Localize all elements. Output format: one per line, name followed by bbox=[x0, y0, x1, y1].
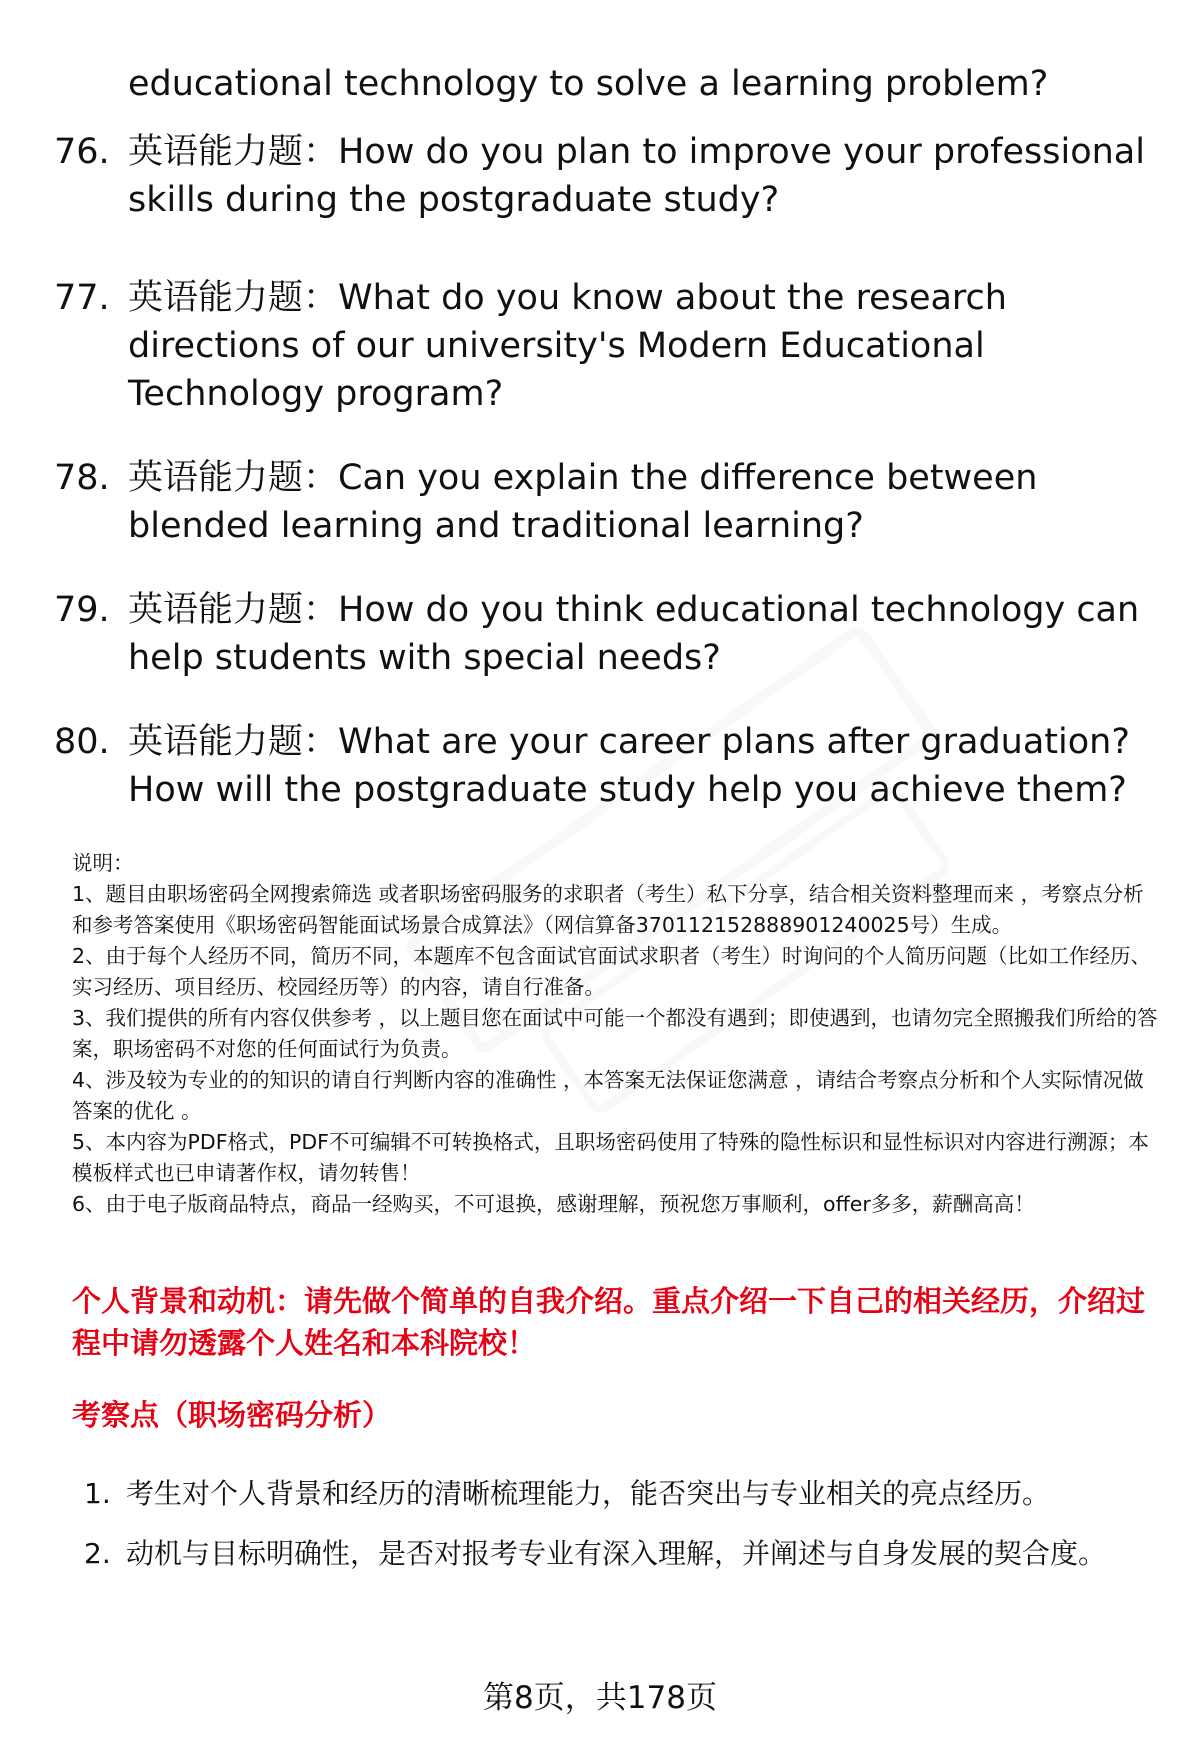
question-number: 76. bbox=[54, 132, 110, 172]
question-item bbox=[54, 586, 1164, 682]
question-text: 英语能力题：How do you think educational technology can help students with special needs? bbox=[128, 590, 1140, 678]
point-number: 2. bbox=[84, 1537, 111, 1570]
section-title: 个人背景和动机：请先做个简单的自我介绍。重点介绍一下自己的相关经历，介绍过程中请勿透露个人姓名和本科院校！ bbox=[72, 1284, 1146, 1360]
note-item: 4、涉及较为专业的的知识的请自行判断内容的准确性 ，本答案无法保证您满意 ，请结合考察点分析和个人实际情况做答案的优化 。 bbox=[72, 1068, 1144, 1123]
notes-heading: 说明： bbox=[72, 851, 134, 875]
disclaimer-notes bbox=[72, 848, 1160, 1220]
analysis-point bbox=[84, 1464, 1144, 1524]
question-item bbox=[54, 454, 1164, 550]
question-number: 77. bbox=[54, 278, 110, 318]
analysis-point bbox=[84, 1524, 1144, 1584]
question-number: 80. bbox=[54, 722, 110, 762]
analysis-title: 考察点（职场密码分析） bbox=[72, 1398, 392, 1432]
note-item: 2、由于每个人经历不同，简历不同，本题库不包含面试官面试求职者（考生）时询问的个人简历问题（比如工作经历、实习经历、项目经历、校园经历等）的内容，请自行准备。 bbox=[72, 944, 1152, 999]
question-item bbox=[54, 128, 1164, 224]
question-number: 78. bbox=[54, 458, 110, 498]
question-text: 英语能力题：How do you plan to improve your professional skills during the postgraduate study? bbox=[128, 132, 1145, 220]
question-continuation: educational technology to solve a learning problem? bbox=[128, 64, 1049, 104]
note-item: 5、本内容为PDF格式，PDF不可编辑不可转换格式，且职场密码使用了特殊的隐性标识和显性标识对内容进行溯源；本模板样式也已申请著作权，请勿转售！ bbox=[72, 1130, 1149, 1185]
question-number: 79. bbox=[54, 590, 110, 630]
question-text: 英语能力题：Can you explain the difference between blended learning and traditional learning? bbox=[128, 458, 1038, 546]
point-text: 动机与目标明确性，是否对报考专业有深入理解，并阐述与自身发展的契合度。 bbox=[126, 1537, 1107, 1570]
note-item: 1、题目由职场密码全网搜索筛选 或者职场密码服务的求职者（考生）私下分享，结合相关资料整理而来 ，考察点分析和参考答案使用《职场密码智能面试场景合成算法》（网信算备370112152888901240025号）生成。 bbox=[72, 882, 1144, 937]
question-text: 英语能力题：What do you know about the research directions of our university's Modern Educational Technology program? bbox=[128, 278, 1007, 414]
note-item: 3、我们提供的所有内容仅供参考 ，以上题目您在面试中可能一个都没有遇到；即使遇到，也请勿完全照搬我们所给的答案，职场密码不对您的任何面试行为负责。 bbox=[72, 1006, 1158, 1061]
point-number: 1. bbox=[84, 1477, 111, 1510]
point-text: 考生对个人背景和经历的清晰梳理能力，能否突出与专业相关的亮点经历。 bbox=[126, 1477, 1051, 1510]
note-item: 6、由于电子版商品特点，商品一经购买，不可退换，感谢理解，预祝您万事顺利，offer多多，薪酬高高！ bbox=[72, 1192, 1035, 1216]
question-text: 英语能力题：What are your career plans after graduation? How will the postgraduate study help you achieve them? bbox=[128, 722, 1130, 810]
page-footer: 第8页，共178页 bbox=[483, 1680, 717, 1716]
question-item bbox=[54, 718, 1164, 814]
question-item bbox=[54, 274, 1164, 418]
